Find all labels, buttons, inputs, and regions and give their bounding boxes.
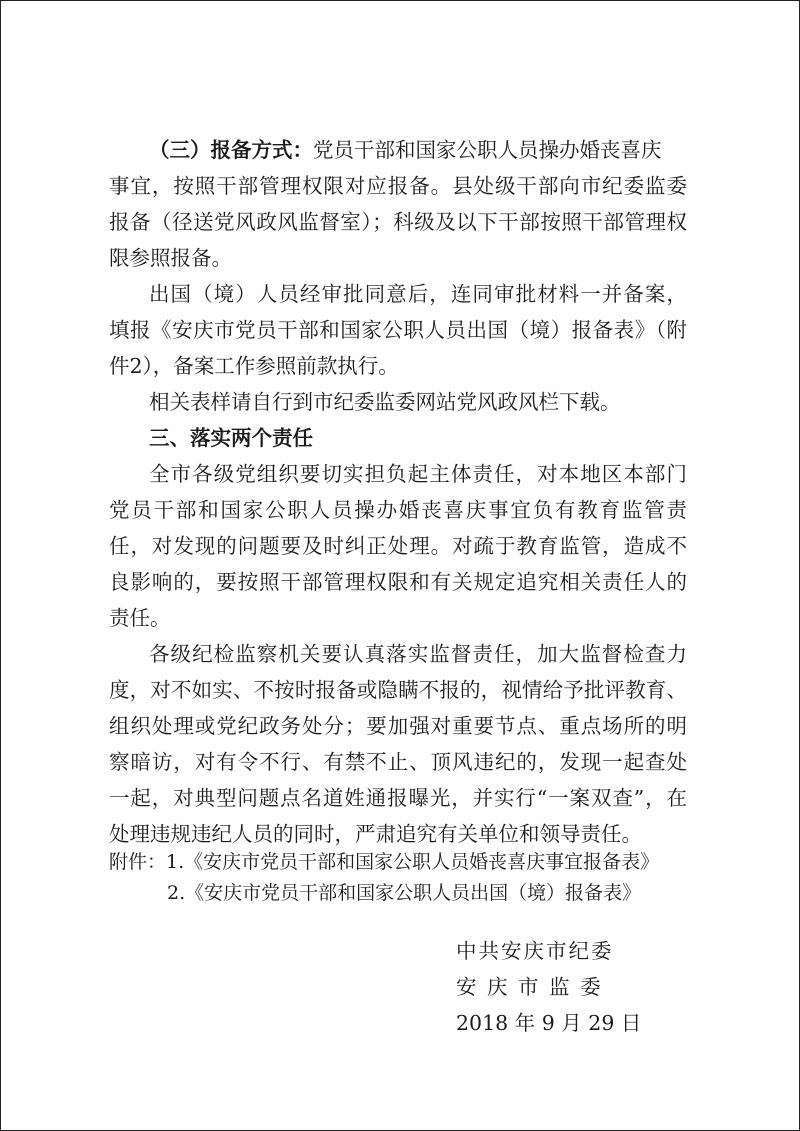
abroad-line-2: 填报《安庆市党员干部和国家公职人员出国（境）报备表》（附 xyxy=(109,318,687,342)
report-method-heading: （三）报备方式： xyxy=(149,138,313,162)
supervision-line-6: 处理违规违纪人员的同时，严肃追究有关单位和领导责任。 xyxy=(109,822,642,846)
signature-date: 2018 年 9 月 29 日 xyxy=(456,1011,642,1035)
signature-org-2: 安 庆 市 监 委 xyxy=(456,975,603,999)
supervision-line-3: 组织处理或党纪政务处分；要加强对重要节点、重点场所的明 xyxy=(109,714,687,738)
attachment-line-1 xyxy=(109,853,659,872)
party-resp-line-2: 党员干部和国家公职人员操办婚丧喜庆事宜负有教育监管责 xyxy=(109,498,687,522)
supervision-line-4: 察暗访，对有令不行、有禁不止、顶风违纪的，发现一起查处 xyxy=(109,750,687,774)
signature-org-1: 中共安庆市纪委 xyxy=(456,939,614,963)
report-method-text-1: 党员干部和国家公职人员操办婚丧喜庆 xyxy=(313,138,662,162)
download-note: 相关表样请自行到市纪委监委网站党风政风栏下载。 xyxy=(149,390,621,414)
attachment-item-1: 1.《安庆市党员干部和国家公职人员婚丧喜庆事宜报备表》 xyxy=(166,851,660,873)
section-heading-responsibility: 三、落实两个责任 xyxy=(149,426,313,450)
party-resp-line-1: 全市各级党组织要切实担负起主体责任，对本地区本部门 xyxy=(149,462,687,486)
report-method-line-2: 事宜，按照干部管理权限对应报备。县处级干部向市纪委监委 xyxy=(109,174,687,198)
report-method-line-1 xyxy=(149,140,662,161)
abroad-line-3: 件2），备案工作参照前款执行。 xyxy=(109,354,399,378)
supervision-line-1: 各级纪检监察机关要认真落实监督责任，加大监督检查力 xyxy=(149,642,687,666)
party-resp-line-4: 良影响的，要按照干部管理权限和有关规定追究相关责任人的 xyxy=(109,570,687,594)
attachment-item-2: 2.《安庆市党员干部和国家公职人员出国（境）报备表》 xyxy=(167,882,642,904)
party-resp-line-3: 任，对发现的问题要及时纠正处理。对疏于教育监管，造成不 xyxy=(109,534,687,558)
report-method-line-4: 限参照报备。 xyxy=(109,246,232,270)
supervision-line-5: 一起，对典型问题点名道姓通报曝光，并实行“一案双查”，在 xyxy=(109,786,687,810)
party-resp-line-5: 责任。 xyxy=(109,606,171,630)
abroad-line-1: 出国（境）人员经审批同意后，连同审批材料一并备案， xyxy=(149,282,687,306)
supervision-line-2: 度，对不如实、不按时报备或隐瞒不报的，视情给予批评教育、 xyxy=(109,678,687,702)
attachment-label: 附件： xyxy=(109,851,167,873)
report-method-line-3: 报备（径送党风政风监督室）；科级及以下干部按照干部管理权 xyxy=(109,210,687,234)
